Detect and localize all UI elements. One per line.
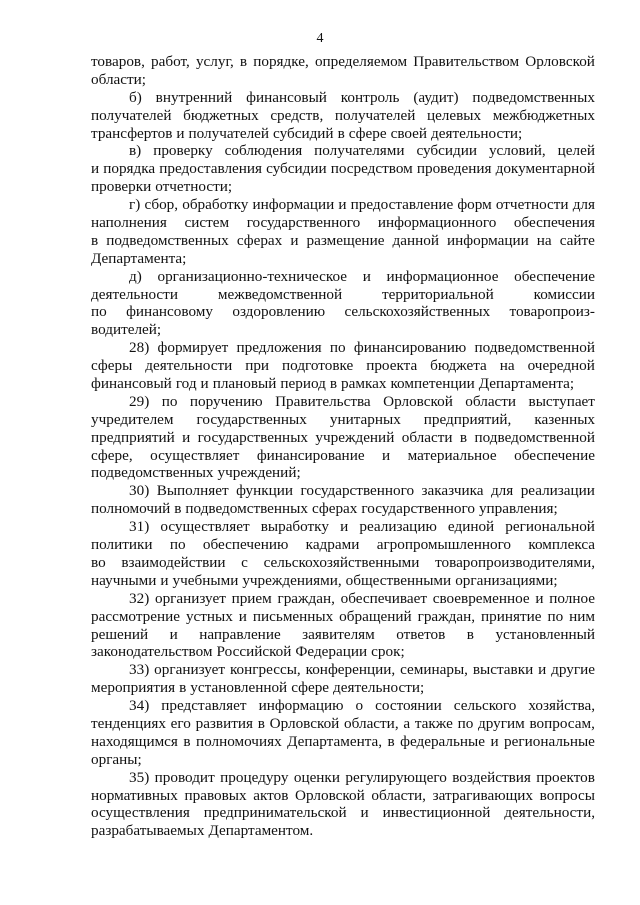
text-line: проверки отчетности; (91, 178, 233, 196)
text-line: в) проверку соблюдения получателями субсидии условий, целей (129, 142, 595, 160)
text-line: тенденциях его развития в Орловской области, а также по другим вопросам, (91, 714, 595, 732)
text-line: политики по обеспечению кадрами агропромышленного комплекса (91, 536, 595, 554)
text-line: сфере, осуществляет финансирование и материальное обеспечение (91, 446, 595, 464)
text-line: финансовый год и плановый период в рамках компетенции Департамента; (91, 375, 575, 393)
text-line: товаров, работ, услуг, в порядке, определяемом Правительством Орловской (91, 53, 595, 70)
text-line: нормативных правовых актов Орловской области, затрагивающих вопросы (91, 786, 595, 804)
text-line: 35) проводит процедуру оценки регулирующего воздействия проектов (129, 768, 595, 786)
text-line: г) сбор, обработку информации и предоставление форм отчетности для (129, 196, 595, 214)
text-line: полномочий в подведомственных сферах государственного управления; (91, 500, 558, 518)
text-line: водителей; (91, 321, 162, 339)
text-line: предприятий и государственных учреждений области в подведомственной (91, 428, 595, 446)
text-line: получателей бюджетных средств, получателей целевых межбюджетных (91, 106, 595, 124)
text-line: осуществления предпринимательской и инвестиционной деятельности, (91, 804, 595, 822)
text-line: подведомственных учреждений; (91, 464, 301, 482)
text-line: области; (91, 70, 146, 88)
text-line: законодательством Российской Федерации срок; (91, 643, 405, 661)
text-line: 30) Выполняет функции государственного заказчика для реализации (129, 482, 595, 500)
text-line: трансфертов и получателей субсидий в сфере своей деятельности; (91, 124, 523, 142)
text-line: наполнения систем государственного информационного обеспечения (91, 214, 595, 232)
text-line: учредителем государственных унитарных предприятий, казенных (91, 410, 595, 428)
text-line: 28) формирует предложения по финансированию подведомственной (129, 339, 595, 357)
text-line: 32) организует прием граждан, обеспечивает своевременное и полное (129, 589, 595, 607)
text-line: находящимся в полномочиях Департамента, в федеральные и региональные (91, 732, 595, 750)
text-line: решений и направление заявителям ответов в установленный (91, 625, 595, 643)
text-line: д) организационно-техническое и информационное обеспечение (129, 267, 595, 285)
text-line: по финансовому оздоровлению сельскохозяйственных товаропроиз- (91, 303, 595, 321)
text-line: б) внутренний финансовый контроль (аудит) подведомственных (129, 88, 595, 106)
page-number: 4 (316, 31, 324, 46)
text-line: и порядка предоставления субсидии посредством проведения документарной (91, 160, 595, 178)
text-line: мероприятия в установленной сфере деятельности; (91, 679, 425, 697)
document-body (91, 53, 595, 840)
text-line: Департамента; (91, 249, 187, 267)
text-line: в подведомственных сферах и размещение данной информации на сайте (91, 231, 595, 249)
text-line: 33) организует конгрессы, конференции, семинары, выставки и другие (129, 661, 595, 679)
text-line: сферы деятельности при подготовке проекта бюджета на очередной (91, 357, 595, 375)
text-line: 34) представляет информацию о состоянии сельского хозяйства, (129, 697, 595, 715)
text-line: деятельности межведомственной территориальной комиссии (91, 285, 595, 303)
text-line: разрабатываемых Департаментом. (91, 822, 314, 840)
text-line: научными и учебными учреждениями, общественными организациями; (91, 571, 558, 589)
text-line: органы; (91, 750, 142, 768)
text-line: во взаимодействии с сельскохозяйственными товаропроизводителями, (91, 553, 595, 571)
text-line: 29) по поручению Правительства Орловской области выступает (129, 392, 595, 410)
text-line: 31) осуществляет выработку и реализацию единой региональной (129, 518, 595, 536)
text-line: рассмотрение устных и письменных обращений граждан, принятие по ним (91, 607, 595, 625)
